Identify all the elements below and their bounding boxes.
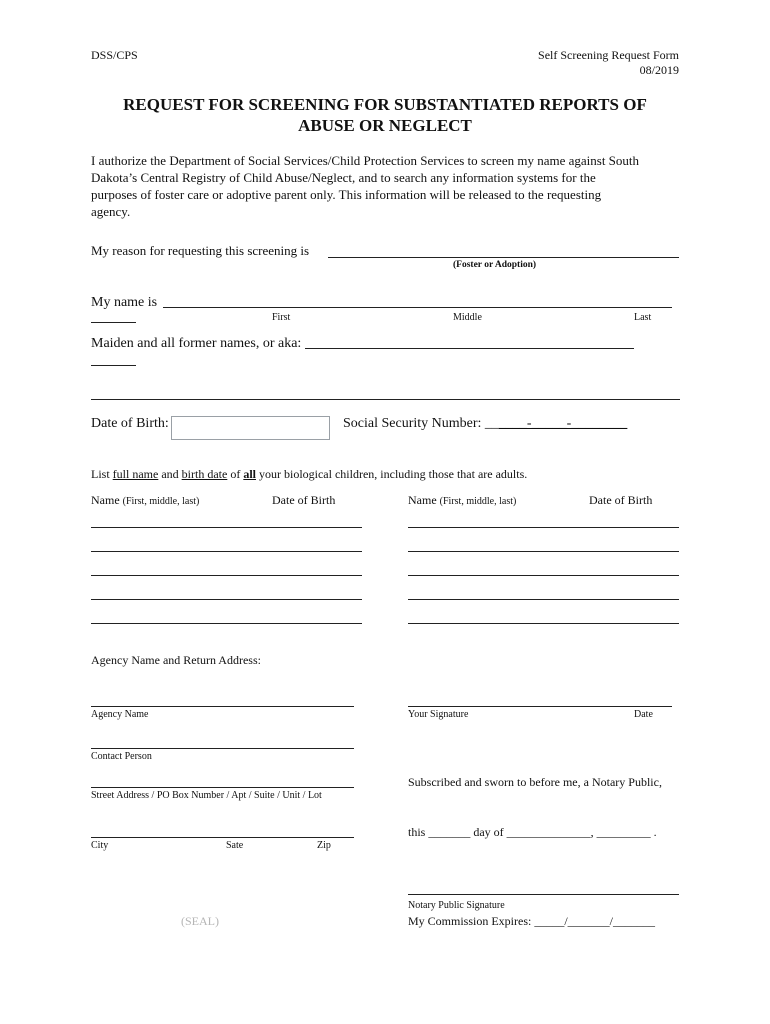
agency-heading: Agency Name and Return Address: (91, 653, 261, 667)
child-line-right-2[interactable] (408, 551, 679, 552)
seal-placeholder: (SEAL) (181, 914, 219, 928)
dob-label: Date of Birth: (91, 416, 169, 431)
notary-day-line[interactable]: this _______ day of ______________, _________ . (408, 825, 657, 839)
name-first-label: First (272, 312, 291, 323)
col-name-left: Name (First, middle, last) (91, 493, 200, 507)
form-name: Self Screening Request Form (538, 48, 679, 62)
name-last-label: Last (634, 312, 652, 323)
page-title-line2: ABUSE OR NEGLECT (298, 116, 472, 135)
reason-label: My reason for requesting this screening is (91, 243, 310, 258)
name-label: My name is (91, 295, 158, 310)
child-line-right-5[interactable] (408, 623, 679, 624)
agency-name-label: Agency Name (91, 709, 149, 720)
city-label: City (91, 840, 109, 851)
agency-name-line[interactable] (91, 706, 354, 707)
name-input-line[interactable] (163, 307, 672, 308)
ssn-field[interactable] (343, 416, 627, 432)
maiden-label: Maiden and all former names, or aka: (91, 336, 302, 351)
ssn-label: Social Security Number: __ (343, 416, 499, 431)
contact-person-line[interactable] (91, 748, 354, 749)
child-line-left-2[interactable] (91, 551, 362, 552)
child-line-left-3[interactable] (91, 575, 362, 576)
reason-input-line[interactable] (328, 257, 679, 258)
col-name-right: Name (First, middle, last) (408, 493, 517, 507)
zip-label: Zip (317, 840, 331, 851)
child-line-left-1[interactable] (91, 527, 362, 528)
child-line-left-5[interactable] (91, 623, 362, 624)
commission-expires[interactable]: My Commission Expires: _____/_______/_______ (408, 914, 656, 928)
page-title-line1: REQUEST FOR SCREENING FOR SUBSTANTIATED REPORTS OF (123, 95, 647, 114)
reason-hint: (Foster or Adoption) (453, 260, 537, 270)
intro-line2: Dakota’s Central Registry of Child Abuse/Neglect, and to search any information systems for the (91, 170, 596, 185)
child-line-right-3[interactable] (408, 575, 679, 576)
sworn-statement: Subscribed and sworn to before me, a Notary Public, (408, 775, 662, 789)
ssn-blanks: ____-_____-________ (498, 416, 628, 431)
intro-line3: purposes of foster care or adoptive parent only. This information will be released to the requesting (91, 187, 602, 202)
child-line-right-4[interactable] (408, 599, 679, 600)
city-state-zip-line[interactable] (91, 837, 354, 838)
dob-input[interactable] (171, 416, 330, 440)
signature-date-label: Date (634, 709, 653, 720)
contact-person-label: Contact Person (91, 751, 152, 762)
col-dob-right: Date of Birth (589, 493, 653, 507)
maiden-input-line[interactable] (305, 348, 634, 349)
col-dob-left: Date of Birth (272, 493, 336, 507)
notary-signature-label: Notary Public Signature (408, 900, 505, 911)
intro-line1: I authorize the Department of Social Services/Child Protection Services to screen my name against South (91, 153, 640, 168)
maiden-input-line-continued[interactable] (91, 365, 136, 366)
child-line-left-4[interactable] (91, 599, 362, 600)
street-address-line[interactable] (91, 787, 354, 788)
state-label: Sate (226, 840, 244, 851)
notary-signature-line[interactable] (408, 894, 679, 895)
children-instructions: List full name and birth date of all your biological children, including those that are adults. (91, 467, 528, 481)
org-code: DSS/CPS (91, 48, 138, 62)
child-line-right-1[interactable] (408, 527, 679, 528)
name-input-line-continued[interactable] (91, 322, 136, 323)
name-middle-label: Middle (453, 312, 482, 323)
your-signature-label: Your Signature (408, 709, 469, 720)
your-signature-line[interactable] (408, 706, 672, 707)
street-address-label: Street Address / PO Box Number / Apt / Suite / Unit / Lot (91, 790, 322, 801)
form-date: 08/2019 (639, 63, 679, 77)
intro-line4: agency. (91, 204, 131, 219)
maiden-input-line-extra[interactable] (91, 399, 680, 400)
